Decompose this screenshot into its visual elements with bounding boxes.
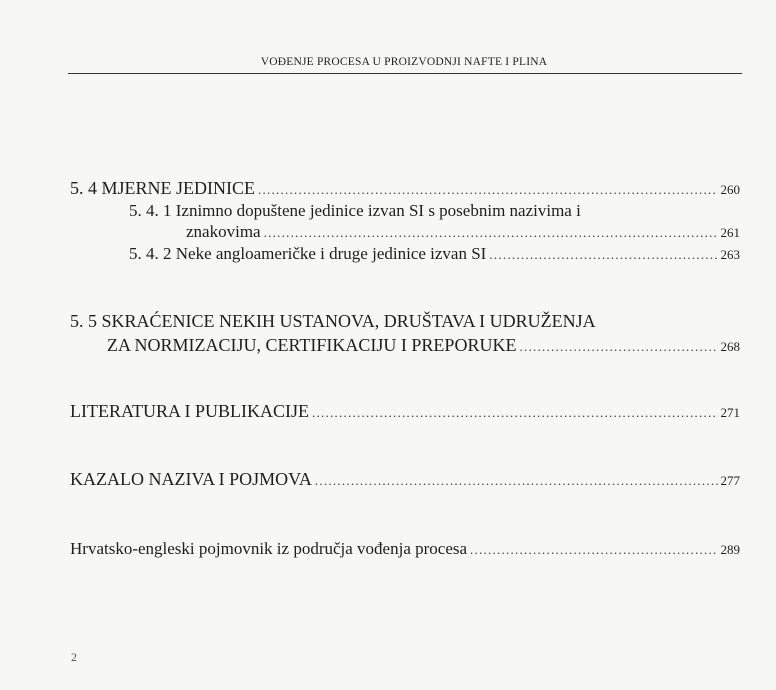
header-rule: [68, 73, 742, 74]
leader-dots: [470, 542, 717, 558]
leader-dots: [258, 182, 718, 198]
leader-dots: [519, 339, 717, 355]
toc-entry-5-5-line1: 5. 5 SKRAĆENICE NEKIH USTANOVA, DRUŠTAVA I UDRUŽENJA: [70, 311, 596, 331]
toc-entry-label: ZA NORMIZACIJU, CERTIFIKACIJU I PREPORUKE: [107, 335, 517, 355]
toc-entry-label: znakovima: [186, 222, 261, 241]
toc-entry-label: Hrvatsko-engleski pojmovnik iz područja vođenja procesa: [70, 539, 468, 558]
toc-entry-5-4-2: [129, 244, 740, 264]
toc-page-number: 263: [720, 247, 740, 262]
toc-entry-5-4-1: [186, 222, 740, 242]
toc-page-number: 271: [720, 405, 740, 420]
page-mark: 2: [71, 650, 77, 664]
toc-page-number: 277: [720, 473, 740, 488]
leader-dots: [315, 473, 718, 489]
leader-dots: [264, 225, 718, 241]
toc-entry-kazalo: [70, 469, 740, 490]
toc-page-number: 289: [720, 542, 740, 557]
toc-entry-literatura: [70, 401, 740, 422]
toc-page-number: 260: [720, 182, 740, 197]
toc-page-number: 261: [720, 225, 740, 240]
toc-entry-label: KAZALO NAZIVA I POJMOVA: [70, 469, 312, 489]
toc-entry-5-4-1-line1: 5. 4. 1 Iznimno dopuštene jedinice izvan SI s posebnim nazivima i: [129, 201, 581, 220]
toc-page-number: 268: [720, 339, 740, 354]
leader-dots: [489, 247, 717, 263]
toc-entry-5-5: [107, 335, 740, 356]
running-header: VOĐENJE PROCESA U PROIZVODNJI NAFTE I PLINA: [260, 56, 548, 68]
toc-entry-5-4: [70, 178, 740, 199]
toc-entry-label: 5. 4 MJERNE JEDINICE: [70, 178, 255, 198]
toc-entry-label: 5. 4. 2 Neke angloameričke i druge jedinice izvan SI: [129, 244, 487, 263]
toc-entry-label: LITERATURA I PUBLIKACIJE: [70, 401, 309, 421]
leader-dots: [312, 405, 718, 421]
toc-entry-pojmovnik: [70, 539, 740, 559]
